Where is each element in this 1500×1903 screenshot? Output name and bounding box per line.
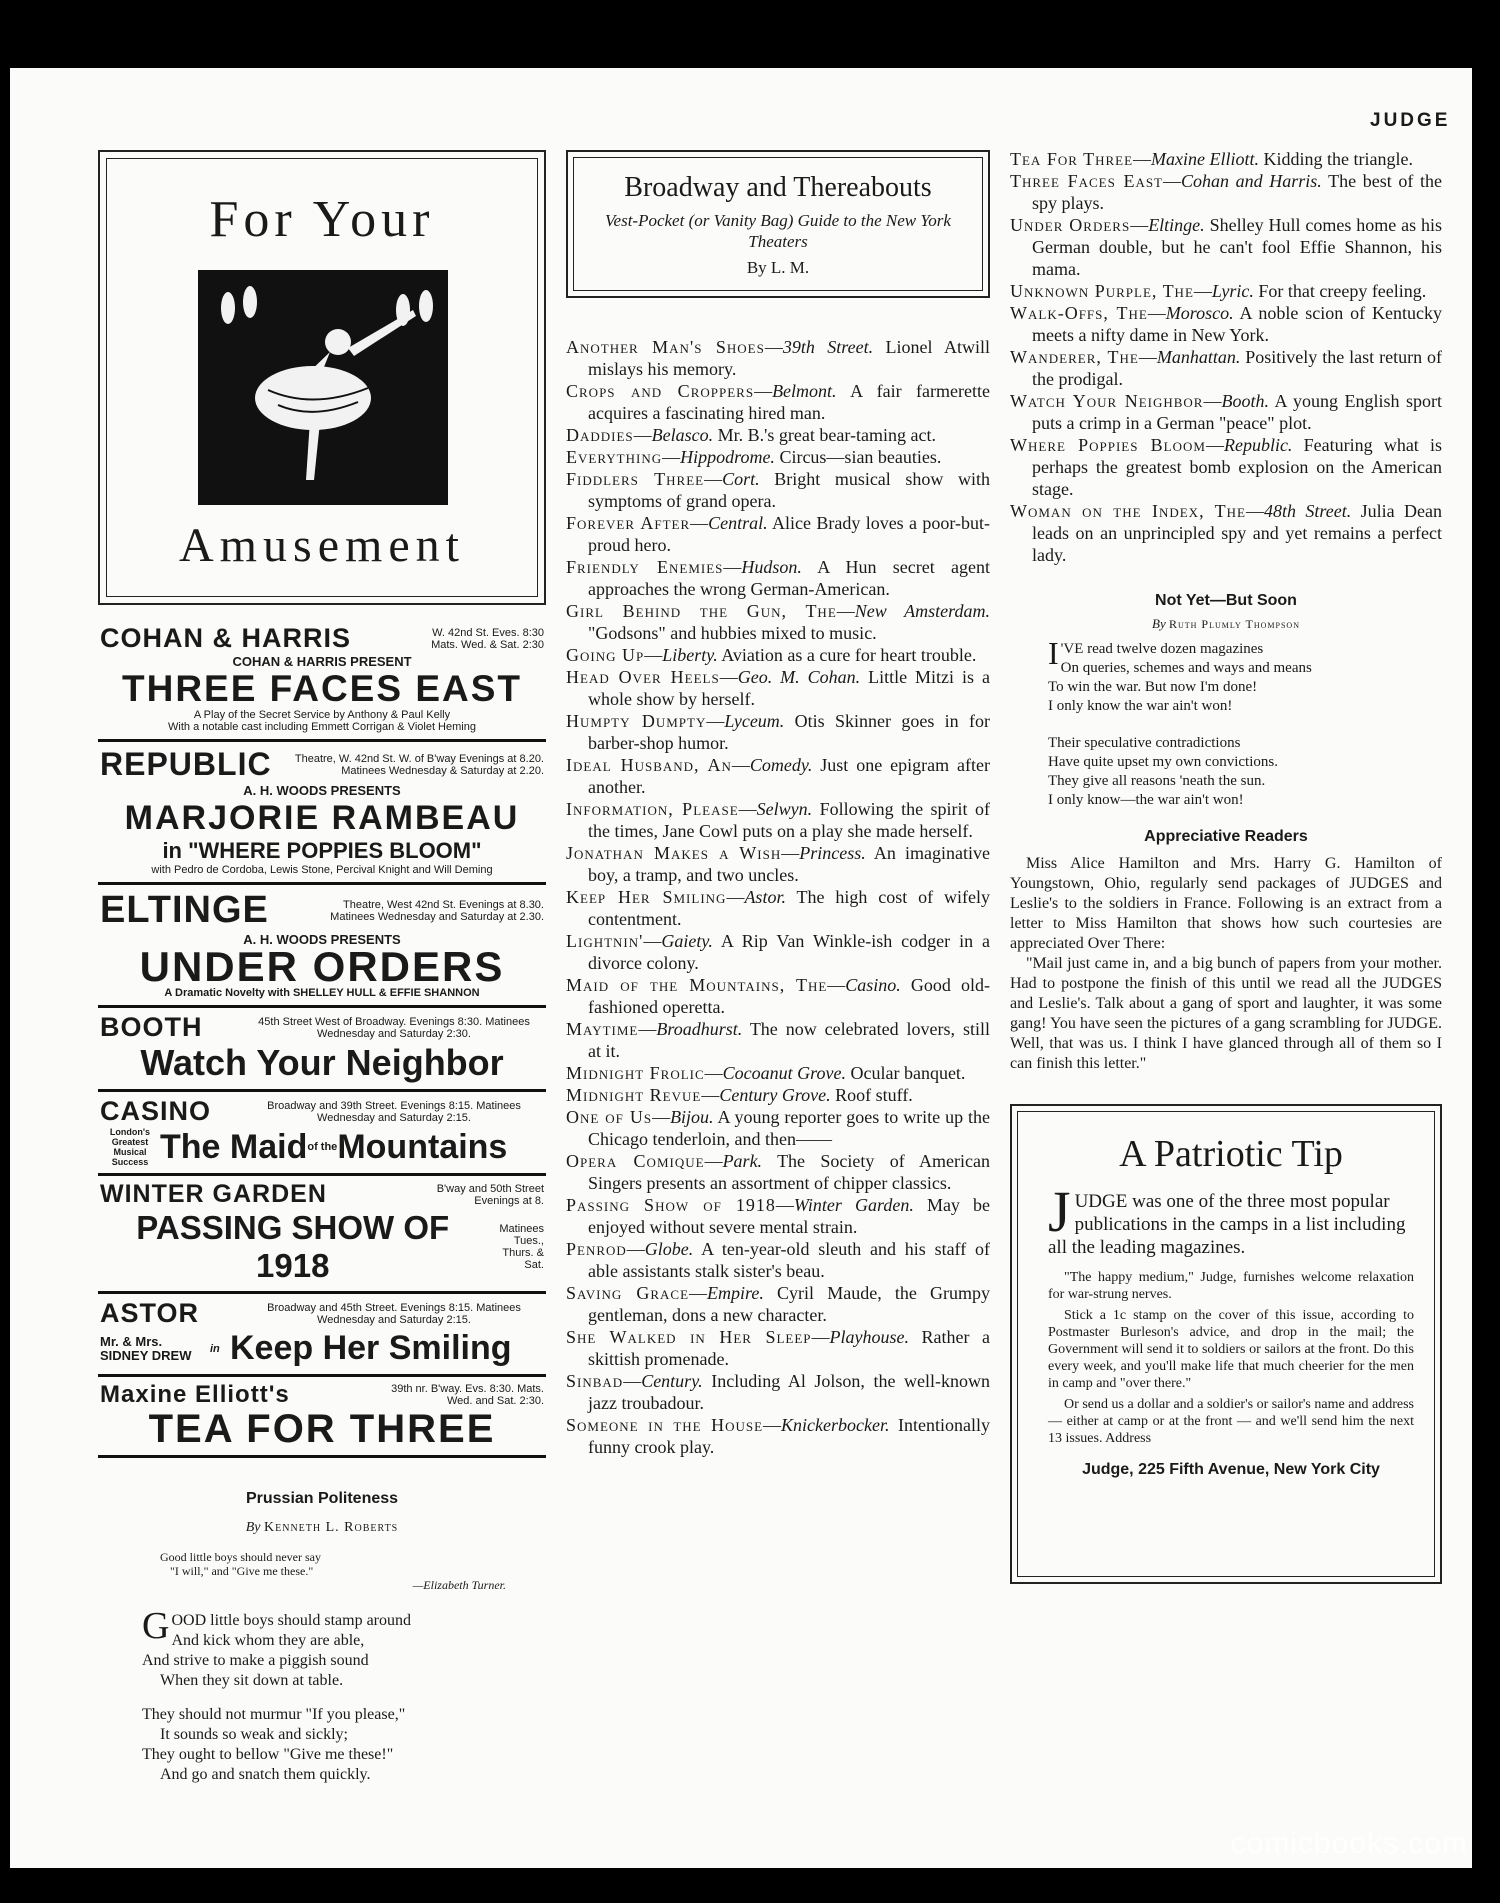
theater-times: 39th nr. B'way. Evs. 8:30. Mats. Wed. and Sat. 2:30.	[391, 1383, 544, 1407]
listing-entry: Information, Please—Selwyn. Following the spirit of the times, Jane Cowl puts on a play she made herself.	[566, 799, 990, 841]
watermark: comicbooks.com	[1230, 1827, 1468, 1860]
stanza-1: I 'VE read twelve dozen magazines On queries, schemes and ways and means To win the war. But now I'm done! I only know the war ain't won!	[1048, 635, 1312, 714]
left-column	[98, 150, 546, 1799]
theater-times: Theatre, West 42nd St. Evenings at 8.30. Matinees Wednesday and Saturday at 2.30.	[330, 898, 544, 923]
listing-entry: Everything—Hippodrome. Circus—sian beauties.	[566, 447, 942, 467]
listing-entry: Ideal Husband, An—Comedy. Just one epigram after another.	[566, 755, 991, 797]
listing-entry: Under Orders—Eltinge. Shelley Hull comes home as his German double, but he can't fool Effie Shannon, his mama.	[1010, 215, 1442, 279]
dancer-illustration	[198, 270, 448, 505]
ad-maxine-elliott	[98, 1377, 546, 1458]
ad-casino	[98, 1092, 546, 1176]
play-note: Julia Dean leads on an unprincipled spy and yet remains a perfect lady.	[1032, 501, 1443, 565]
theater-name: New Amsterdam.	[854, 601, 990, 621]
play-name: Midnight Revue	[566, 1085, 702, 1105]
readers-paragraph-2: "Mail just came in, and a big bunch of papers from your mother. Had to postpone the finish of this until we read all the JUDGES and Leslie's. Talk about a gang of sport and laughter, it was some gang! You have seen the pictures of a gang scrambling for JUDGE. Well, that was us. I think I have glanced through all of them so I can finish this letter."	[1010, 955, 1442, 1072]
play-note: Lionel Atwill mislays his memory.	[588, 337, 990, 379]
listing-entry: Opera Comique—Park. The Society of American Singers presents an assortment of chipper classics.	[566, 1151, 990, 1193]
play-note: Just one epigram after another.	[588, 755, 991, 797]
play-note: A Rip Van Winkle-ish codger in a divorce colony.	[588, 931, 991, 973]
theater-times: Broadway and 39th Street. Evenings 8:15. Matinees Wednesday and Saturday 2:15.	[267, 1099, 521, 1124]
play-name: Watch Your Neighbor	[1010, 391, 1204, 411]
presenter: COHAN & HARRIS PRESENT	[232, 654, 412, 669]
play-note: "Godsons" and hubbies mixed to music.	[588, 623, 877, 643]
theater-name: Geo. M. Cohan.	[737, 667, 861, 687]
play-title-of-the: of the	[307, 1141, 338, 1153]
play-note: Positively the last return of the prodigal.	[1032, 347, 1443, 389]
theater-name: Astor.	[744, 887, 786, 907]
play-title: PASSING SHOW OF 1918	[136, 1209, 450, 1284]
play-name: Everything	[566, 447, 663, 467]
play-name: Crops and Croppers	[566, 381, 755, 401]
play-subtitle: A Play of the Secret Service by Anthony & Paul Kelly	[193, 709, 451, 721]
play-name: Three Faces East	[1010, 171, 1164, 191]
ad-republic	[98, 742, 546, 885]
running-header: JUDGE	[1370, 110, 1451, 131]
play-name: Daddies	[566, 425, 634, 445]
play-name: Where Poppies Bloom	[1010, 435, 1206, 455]
play-note: For that creepy feeling.	[1258, 281, 1427, 301]
play-note: Mr. B.'s great bear-taming act.	[717, 425, 936, 445]
play-name: Wanderer, The	[1010, 347, 1139, 367]
theater-name: Gaiety.	[661, 931, 713, 951]
listing-entry: Fiddlers Three—Cort. Bright musical show with symptoms of grand opera.	[566, 469, 990, 511]
listing-entry: Crops and Croppers—Belmont. A fair farmerette acquires a fascinating hired man.	[566, 381, 990, 423]
theater-name: Belasco.	[651, 425, 714, 445]
play-note: Little Mitzi is a whole show by herself.	[588, 667, 990, 709]
play-name: Another Man's Shoes	[566, 337, 765, 357]
poem-byline: By Kenneth L. Roberts	[245, 1520, 399, 1535]
play-title: THREE FACES EAST	[122, 668, 522, 709]
listing-entry: Another Man's Shoes—39th Street. Lionel Atwill mislays his memory.	[566, 337, 990, 379]
listing-entry: Humpty Dumpty—Lyceum. Otis Skinner goes in for barber-shop humor.	[566, 711, 991, 753]
theater-listing	[566, 336, 990, 1458]
play-name: Lightnin'	[566, 931, 644, 951]
listing-entry: She Walked in Her Sleep—Playhouse. Rather a skittish promenade.	[566, 1327, 990, 1369]
play-note: The now celebrated lovers, still at it.	[588, 1019, 990, 1061]
play-title-part2: Mountains	[337, 1127, 508, 1166]
theater-name: WINTER GARDEN	[100, 1180, 327, 1208]
stanza-1: GOOD little boys should stamp around And kick whom they are able, And strive to make a piggish sound When they sit down at table.	[142, 1605, 411, 1689]
theater-times: 45th Street West of Broadway. Evenings 8:30. Matinees Wednesday and Saturday 2:30.	[258, 1015, 530, 1040]
theater-name: Century.	[641, 1371, 703, 1391]
theater-times: Broadway and 45th Street. Evenings 8:15. Matinees Wednesday and Saturday 2:15.	[267, 1301, 521, 1326]
poem-body	[142, 1605, 546, 1785]
listing-entry: Forever After—Central. Alice Brady loves a poor-but-proud hero.	[566, 513, 990, 555]
listing-entry: Woman on the Index, The—48th Street. Julia Dean leads on an unprincipled spy and yet remains a perfect lady.	[1010, 501, 1443, 565]
broadway-title: Broadway and Thereabouts	[624, 172, 932, 203]
theater-name: Bijou.	[670, 1107, 714, 1127]
tip-title: A Patriotic Tip	[1119, 1133, 1343, 1175]
presenter: A. H. WOODS PRESENTS	[243, 783, 401, 798]
theater-name: Maxine Elliott.	[1151, 149, 1259, 169]
theater-name: Belmont.	[772, 381, 837, 401]
theater-name: Broadhurst.	[656, 1019, 743, 1039]
theater-name: Booth.	[1221, 391, 1269, 411]
play-name: Jonathan Makes a Wish	[566, 843, 782, 863]
poem-title: Prussian Politeness	[245, 1490, 399, 1507]
broadway-byline: By L. M.	[746, 258, 810, 277]
play-cast: With a notable cast including Emmett Corrigan & Violet Heming	[168, 721, 476, 733]
stanza-2: They should not murmur "If you please," It sounds so weak and sickly; They ought to bellow "Give me these!" And go and snatch them quickly.	[142, 1706, 406, 1783]
theater-name: Globe.	[644, 1239, 694, 1259]
theater-name: COHAN & HARRIS	[100, 623, 352, 653]
notyet-title: Not Yet—But Soon	[1155, 592, 1297, 609]
theater-name: Cort.	[722, 469, 760, 489]
theater-name: Winter Garden.	[793, 1195, 914, 1215]
play-name: Fiddlers Three	[566, 469, 705, 489]
theater-name: Century Grove.	[719, 1085, 831, 1105]
tip-paragraph-2: Stick a 1c stamp on the cover of this issue, according to Postmaster Burleson's advice, and drop in the mail; the Government will send it to soldiers or sailors at the front. Do this every week, and you'll make life that much cheerier for the men in camp and "over there."	[1048, 1308, 1414, 1391]
play-note: May be enjoyed without severe mental strain.	[588, 1195, 991, 1237]
theater-name: BOOTH	[100, 1012, 203, 1042]
poem-author: Kenneth L. Roberts	[264, 1520, 399, 1535]
ad-winter-garden	[98, 1176, 546, 1294]
play-note: A fair farmerette acquires a fascinating hired man.	[588, 381, 990, 423]
listing-entry: Passing Show of 1918—Winter Garden. May be enjoyed without severe mental strain.	[566, 1195, 991, 1237]
drop-cap: J	[1048, 1179, 1071, 1244]
listing-entry: Jonathan Makes a Wish—Princess. An imaginative boy, a tramp, and two uncles.	[566, 843, 990, 885]
play-note: Shelley Hull comes home as his German double, but he can't fool Effie Shannon, his mama.	[1032, 215, 1442, 279]
star-name: MARJORIE RAMBEAU	[124, 799, 520, 837]
amusement-heading-top: For Your	[209, 191, 435, 248]
theater-name: Liberty.	[662, 645, 718, 665]
play-tagline: London's Greatest Musical Success	[109, 1127, 151, 1167]
in-word: in	[210, 1342, 220, 1355]
play-name: Passing Show of 1918	[566, 1195, 776, 1215]
play-note: An imaginative boy, a tramp, and two uncles.	[588, 843, 990, 885]
play-name: Girl Behind the Gun, The	[566, 601, 837, 621]
listing-entry: Someone in the House—Knickerbocker. Intentionally funny crook play.	[566, 1415, 990, 1457]
play-note: The best of the spy plays.	[1032, 171, 1442, 213]
theater-times: Theatre, W. 42nd St. W. of B'way Evenings at 8.20. Matinees Wednesday & Saturday at 2.20.	[294, 752, 544, 777]
play-note: A young reporter goes to write up the Chicago tenderloin, and then——	[588, 1107, 991, 1149]
play-note: Otis Skinner goes in for barber-shop humor.	[588, 711, 991, 753]
tip-paragraph-3: Or send us a dollar and a soldier's or sailor's name and address — either at camp or at the front — and we'll send him the next 13 issues. Address	[1048, 1397, 1414, 1446]
readers-title: Appreciative Readers	[1144, 828, 1308, 845]
play-name: Opera Comique	[566, 1151, 705, 1171]
broadway-header-box	[566, 150, 990, 298]
play-title: in "WHERE POPPIES BLOOM"	[162, 838, 482, 863]
play-note: Alice Brady loves a poor-but-proud hero.	[588, 513, 990, 555]
amusement-heading-bottom: Amusement	[179, 519, 465, 572]
epigraph-attribution: —Elizabeth Turner.	[412, 1578, 506, 1592]
theater-name: Lyceum.	[724, 711, 785, 731]
play-name: Woman on the Index, The	[1010, 501, 1246, 521]
patriotic-tip-box	[1010, 1104, 1442, 1584]
play-name: Keep Her Smiling	[566, 887, 727, 907]
listing-entry: Keep Her Smiling—Astor. The high cost of wifely contentment.	[566, 887, 990, 929]
theater-name: Playhouse.	[829, 1327, 909, 1347]
theater-name: Park.	[722, 1151, 763, 1171]
play-name: Going Up	[566, 645, 645, 665]
theater-name: ASTOR	[100, 1298, 200, 1328]
play-note: Circus—sian beauties.	[779, 447, 942, 467]
play-cast: with Pedro de Cordoba, Lewis Stone, Percival Knight and Will Deming	[151, 864, 493, 876]
listing-entry: Midnight Frolic—Cocoanut Grove. Ocular banquet.	[566, 1063, 966, 1083]
theater-listing-continued	[1010, 148, 1442, 566]
notyet-poem	[1048, 635, 1442, 810]
listing-entry: Friendly Enemies—Hudson. A Hun secret agent approaches the wrong German-American.	[566, 557, 991, 599]
play-note: Including Al Jolson, the well-known jazz troubadour.	[588, 1371, 991, 1413]
play-title: Keep Her Smiling	[230, 1329, 512, 1367]
play-name: Maytime	[566, 1019, 639, 1039]
theater-name: Comedy.	[749, 755, 813, 775]
ad-booth	[98, 1008, 546, 1092]
play-title-part1: The Maid	[160, 1127, 308, 1166]
play-name: Sinbad	[566, 1371, 624, 1391]
listing-entry: Head Over Heels—Geo. M. Cohan. Little Mitzi is a whole show by herself.	[566, 667, 990, 709]
listing-entry: Unknown Purple, The—Lyric. For that creepy feeling.	[1010, 281, 1427, 301]
theater-name: Empire.	[707, 1283, 764, 1303]
play-name: She Walked in Her Sleep	[566, 1327, 812, 1347]
listing-entry: Saving Grace—Empire. Cyril Maude, the Grumpy gentleman, dons a new character.	[566, 1283, 990, 1325]
listing-entry: Penrod—Globe. A ten-year-old sleuth and his staff of able assistants stalk sister's beau.	[566, 1239, 990, 1281]
play-name: Someone in the House	[566, 1415, 764, 1435]
theater-name: Casino.	[845, 975, 901, 995]
ad-eltinge	[98, 885, 546, 1008]
play-note: Kidding the triangle.	[1263, 149, 1413, 169]
theater-name: Lyric.	[1211, 281, 1254, 301]
play-note: The high cost of wifely contentment.	[588, 887, 990, 929]
play-name: Saving Grace	[566, 1283, 690, 1303]
play-name: Maid of the Mountains, The	[566, 975, 828, 995]
listing-entry: Midnight Revue—Century Grove. Roof stuff.	[566, 1085, 913, 1105]
play-note: Bright musical show with symptoms of grand opera.	[588, 469, 990, 511]
play-note: Aviation as a cure for heart trouble.	[721, 645, 977, 665]
theater-name: 39th Street.	[782, 337, 874, 357]
listing-entry: Wanderer, The—Manhattan. Positively the last return of the prodigal.	[1010, 347, 1443, 389]
amusement-banner	[98, 150, 546, 605]
play-note: Roof stuff.	[835, 1085, 913, 1105]
play-name: Humpty Dumpty	[566, 711, 707, 731]
listing-entry: One of Us—Bijou. A young reporter goes to write up the Chicago tenderloin, and then——	[566, 1107, 991, 1149]
play-note: A young English sport puts a crimp in a German "peace" plot.	[1032, 391, 1442, 433]
play-note: The Society of American Singers presents an assortment of chipper classics.	[588, 1151, 990, 1193]
theater-name: Princess.	[799, 843, 866, 863]
play-name: Midnight Frolic	[566, 1063, 705, 1083]
notyet-byline: By Ruth Plumly Thompson	[1152, 616, 1300, 631]
play-note: A ten-year-old sleuth and his staff of able assistants stalk sister's beau.	[588, 1239, 990, 1281]
theater-name: Cohan and Harris.	[1181, 171, 1322, 191]
listing-entry: Watch Your Neighbor—Booth. A young English sport puts a crimp in a German "peace" plot.	[1010, 391, 1442, 433]
listing-entry: Lightnin'—Gaiety. A Rip Van Winkle-ish codger in a divorce colony.	[566, 931, 991, 973]
theater-name: Cocoanut Grove.	[722, 1063, 846, 1083]
listing-entry: Walk-Offs, The—Morosco. A noble scion of Kentucky meets a nifty dame in New York.	[1010, 303, 1442, 345]
play-name: Forever After	[566, 513, 691, 533]
listing-entry: Daddies—Belasco. Mr. B.'s great bear-taming act.	[566, 425, 936, 445]
play-note: Featuring what is perhaps the greatest bomb explosion on the American stage.	[1032, 435, 1443, 499]
play-note: A Hun secret agent approaches the wrong German-American.	[588, 557, 991, 599]
tip-lead: JUDGE was one of the three most popular publications in the camps in a list including all the leading magazines.	[1048, 1179, 1406, 1258]
play-note: Rather a skittish promenade.	[588, 1327, 990, 1369]
theater-name: Hippodrome.	[680, 447, 775, 467]
theater-name: Maxine Elliott's	[100, 1381, 290, 1408]
presenter: A. H. WOODS PRESENTS	[243, 932, 401, 947]
play-note: Good old-fashioned operetta.	[588, 975, 991, 1017]
listing-entry: Maid of the Mountains, The—Casino. Good old-fashioned operetta.	[566, 975, 991, 1017]
play-name: Ideal Husband, An	[566, 755, 732, 775]
theater-name: Eltinge.	[1148, 215, 1205, 235]
theater-name: Manhattan.	[1156, 347, 1241, 367]
matinees: Matinees Tues., Thurs. & Sat.	[499, 1223, 544, 1271]
readers-paragraph-1: Miss Alice Hamilton and Mrs. Harry G. Hamilton of Youngstown, Ohio, regularly send packages of JUDGES and Leslie's to the soldiers in France. Following is an extract from a letter to Miss Hamilton that shows how such courtesies are appreciated Over There:	[1010, 855, 1442, 952]
theater-name: Morosco.	[1165, 303, 1234, 323]
play-name: Tea For Three	[1010, 149, 1134, 169]
play-note: Intentionally funny crook play.	[588, 1415, 990, 1457]
listing-entry: Where Poppies Bloom—Republic. Featuring what is perhaps the greatest bomb explosion on the American stage.	[1010, 435, 1443, 499]
play-name: Under Orders	[1010, 215, 1131, 235]
theater-name: REPUBLIC	[100, 746, 272, 782]
ad-astor	[98, 1294, 546, 1377]
play-cast: A Dramatic Novelty with SHELLEY HULL & EFFIE SHANNON	[164, 987, 480, 999]
listing-entry: Girl Behind the Gun, The—New Amsterdam. "Godsons" and hubbies mixed to music.	[566, 601, 990, 643]
listing-entry: Three Faces East—Cohan and Harris. The best of the spy plays.	[1010, 171, 1442, 213]
drop-cap: I	[1048, 635, 1059, 671]
epigraph: Good little boys should never say "I will," and "Give me these."	[160, 1550, 321, 1578]
tip-paragraph-1: "The happy medium," Judge, furnishes welcome relaxation for war-strung nerves.	[1048, 1270, 1414, 1302]
listing-entry: Sinbad—Century. Including Al Jolson, the well-known jazz troubadour.	[566, 1371, 991, 1413]
broadway-subtitle: Vest-Pocket (or Vanity Bag) Guide to the New York Theaters	[605, 211, 951, 251]
theater-name: Hudson.	[741, 557, 802, 577]
theater-name: Knickerbocker.	[781, 1415, 890, 1435]
play-name: Friendly Enemies	[566, 557, 724, 577]
play-note: A noble scion of Kentucky meets a nifty dame in New York.	[1032, 303, 1442, 345]
play-name: Information, Please	[566, 799, 739, 819]
play-name: One of Us	[566, 1107, 653, 1127]
theater-times: W. 42nd St. Eves. 8:30 Mats. Wed. & Sat. 2:30	[431, 626, 544, 651]
stars: Mr. & Mrs. SIDNEY DREW	[100, 1333, 192, 1363]
play-name: Penrod	[566, 1239, 627, 1259]
listing-entry: Maytime—Broadhurst. The now celebrated lovers, still at it.	[566, 1019, 990, 1061]
middle-column	[566, 150, 990, 1458]
theater-name: Republic.	[1223, 435, 1293, 455]
right-column	[1010, 148, 1442, 1584]
tip-address: Judge, 225 Fifth Avenue, New York City	[1082, 1461, 1380, 1478]
listing-entry: Tea For Three—Maxine Elliott. Kidding the triangle.	[1010, 149, 1413, 169]
theater-name: CASINO	[100, 1096, 212, 1126]
notyet-author: Ruth Plumly Thompson	[1168, 617, 1300, 631]
stanza-2: Their speculative contradictions Have quite upset my own convictions. They give all reasons 'neath the sun. I only know—the war ain't won!	[1048, 735, 1278, 808]
theater-times: B'way and 50th Street Evenings at 8.	[436, 1182, 544, 1207]
play-name: Walk-Offs, The	[1010, 303, 1148, 323]
drop-cap: G	[142, 1605, 170, 1647]
play-note: Following the spirit of the times, Jane Cowl puts on a play she made herself.	[588, 799, 990, 841]
play-title: TEA FOR THREE	[148, 1407, 496, 1451]
theater-name: Central.	[708, 513, 768, 533]
theater-name: Selwyn.	[756, 799, 813, 819]
theater-name: ELTINGE	[100, 889, 269, 931]
theater-name: 48th Street.	[1263, 501, 1352, 521]
play-name: Unknown Purple, The	[1010, 281, 1194, 301]
play-title: Watch Your Neighbor	[140, 1042, 504, 1083]
play-title: UNDER ORDERS	[139, 943, 505, 990]
play-note: Cyril Maude, the Grumpy gentleman, dons a new character.	[588, 1283, 990, 1325]
play-note: Ocular banquet.	[850, 1063, 966, 1083]
ad-cohan-harris	[98, 619, 546, 742]
listing-entry: Going Up—Liberty. Aviation as a cure for heart trouble.	[566, 645, 977, 665]
play-name: Head Over Heels	[566, 667, 720, 687]
